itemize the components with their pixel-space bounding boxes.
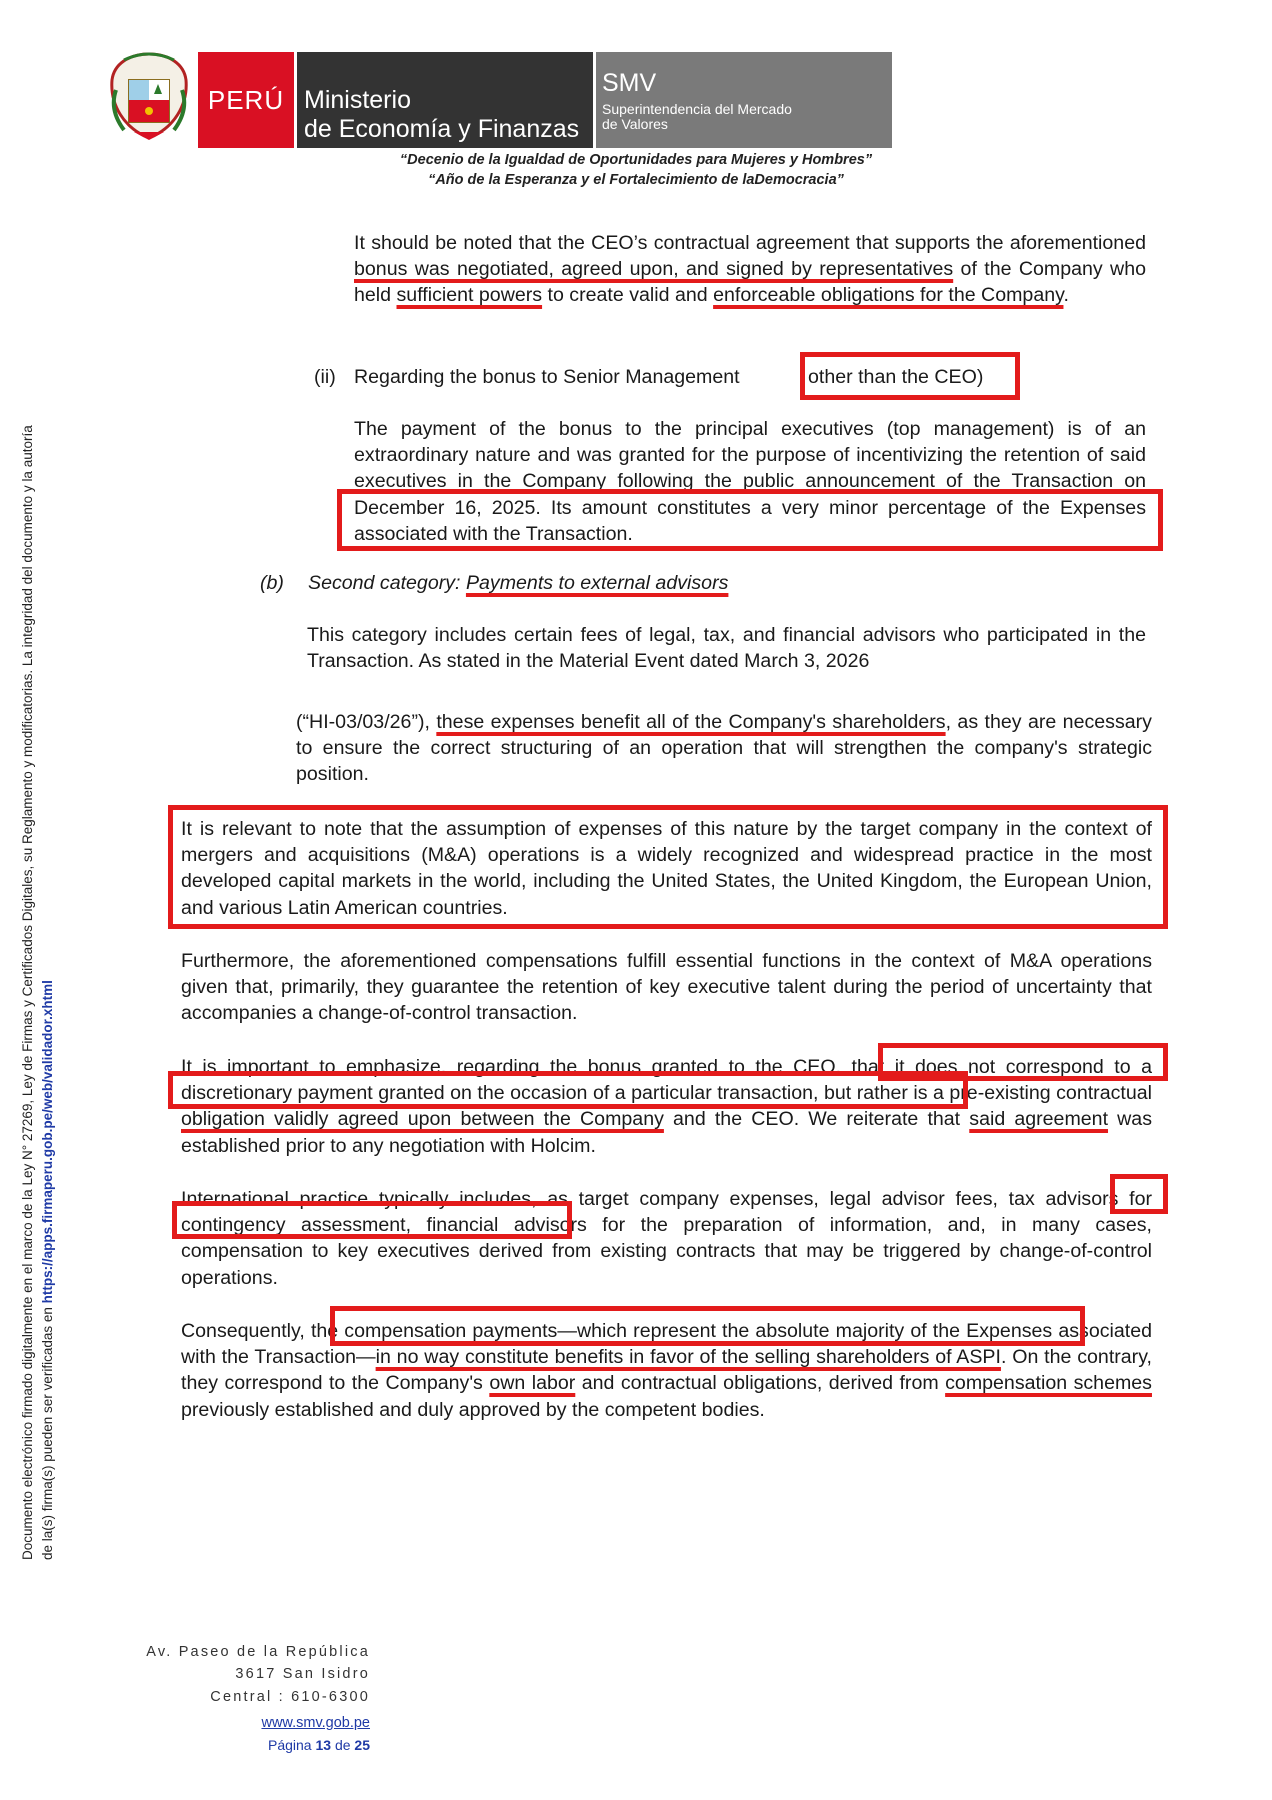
highlight-box-transaction-date bbox=[337, 489, 1163, 551]
item-ii-number: (ii) bbox=[314, 366, 336, 388]
p9-text-e: . On the contrary, they correspond to the Company's bbox=[181, 1346, 1152, 1395]
paragraph-senior-bonus: The payment of the bonus to the principal executives (top management) is of an extraordinary nature and was granted for the purpose of incentivizing the retention of said executives in the Company following the public announcement of the Transaction on December 16, 2025. Its amount constitutes a very minor percentage of the Expenses associated with the Transaction. bbox=[354, 418, 1146, 545]
highlight-box-tax-advisors bbox=[172, 1201, 572, 1239]
page-of: de bbox=[334, 1737, 351, 1753]
side-note-prefix: de la(s) firma(s) pueden ser verificadas en bbox=[40, 1303, 55, 1560]
p7-underline-obligation: obligation validly agreed upon between the Company bbox=[181, 1108, 664, 1131]
p9-underline-own-labor: own labor bbox=[489, 1372, 576, 1395]
paragraph-external-advisors: This category includes certain fees of legal, tax, and financial advisors who participated in the Transaction. As stated in the Material Event dated March 3, 2026 bbox=[307, 624, 1146, 673]
highlight-box-ma-practice bbox=[168, 805, 1168, 929]
p7-text-a: It is important to emphasize, regarding the bonus granted to the CEO, that it does not correspond to a discretionary payment granted on the occasion of a particular transaction, but rather is a pre-existing contractual bbox=[181, 1056, 1152, 1105]
item-b-number: (b) bbox=[260, 572, 284, 594]
p9-text-g: and contractual obligations, derived from bbox=[575, 1372, 946, 1395]
digital-signature-note bbox=[18, 230, 58, 1560]
highlight-box-tax bbox=[1110, 1174, 1168, 1214]
item-b-heading bbox=[308, 570, 868, 596]
p1-underline-bonus: bonus was negotiated, agreed upon, and signed by representatives bbox=[354, 258, 954, 281]
p9-text-c: of the Expenses associated with the Transaction— bbox=[181, 1320, 1152, 1369]
ministry-badge bbox=[297, 52, 593, 148]
p4-underline-shareholders: these expenses benefit all of the Company's shareholders bbox=[436, 711, 946, 733]
p7-text-e: was established prior to any negotiation with Holcim. bbox=[181, 1108, 1152, 1157]
coat-of-arms-icon bbox=[104, 50, 194, 142]
motto-line-1: “Decenio de la Igualdad de Oportunidades para Mujeres y Hombres” bbox=[399, 152, 873, 168]
page-total: 25 bbox=[354, 1737, 370, 1753]
p9-text-i: previously established and duly approved by the competent bodies. bbox=[181, 1398, 765, 1421]
agency-line-2: de Valores bbox=[602, 116, 668, 132]
footer-website-link[interactable]: www.smv.gob.pe bbox=[261, 1715, 370, 1731]
validator-link[interactable]: https://apps.firmaperu.gob.pe/web/validador.xhtml bbox=[40, 980, 55, 1304]
footer-phone: Central : 610-6300 bbox=[210, 1689, 370, 1705]
paragraph-hi-reference bbox=[296, 709, 1152, 788]
p4-text-a: (“HI-03/03/26”), bbox=[296, 711, 437, 733]
paragraph-international-practice: International practice typically includes, as target company expenses, legal advisor fees, tax advisors for contingency assessment, financial advisors for the preparation of information, and, in many cases, compensation to key executives derived from existing contracts that may be triggered by change-of-control operations. bbox=[181, 1188, 1152, 1289]
peru-badge bbox=[198, 52, 294, 148]
agency-title: SMV bbox=[602, 69, 657, 97]
p1-underline-obligations: enforceable obligations for the Company bbox=[713, 284, 1064, 307]
p7-text-c: and the CEO. We reiterate that bbox=[663, 1108, 970, 1131]
p9-underline-schemes: compensation schemes bbox=[945, 1372, 1152, 1395]
side-note-line-1: Documento electrónico firmado digitalmente en el marco de la Ley N° 27269, Ley de Firmas y Certificados Digitales, su Reglamento y modificatorias. La integridad del documento y la autoría bbox=[20, 425, 35, 1560]
paragraph-ma-practice: It is relevant to note that the assumption of expenses of this nature by the target company in the context of mergers and acquisitions (M&A) operations is a widely recognized and widespread practice in the most developed capital markets in the world, including the United States, the United Kingdom, the European Union, and various Latin American countries. bbox=[181, 818, 1152, 919]
highlight-box-discretionary-payment bbox=[168, 1071, 968, 1109]
ministry-line-1: Ministerio bbox=[304, 86, 411, 114]
p1-underline-powers: sufficient powers bbox=[396, 284, 543, 307]
p9-underline-no-benefits: in no way constitute benefits in favor of the selling shareholders of ASPI bbox=[375, 1346, 1001, 1369]
highlight-box-absolute-majority bbox=[330, 1306, 1085, 1346]
footer-address-line-2: 3617 San Isidro bbox=[235, 1666, 370, 1682]
paragraph-compensation-functions: Furthermore, the aforementioned compensations fulfill essential functions in the context of M&A operations given that, primarily, they guarantee the retention of key executive talent during the period of uncertainty that accompanies a change-of-control transaction. bbox=[181, 950, 1152, 1025]
agency-line-1: Superintendencia del Mercado bbox=[602, 101, 792, 117]
p1-text-a: It should be noted that the CEO’s contractual agreement that supports the aforementioned bbox=[354, 232, 1146, 254]
footer-address-line-1: Av. Paseo de la República bbox=[146, 1644, 370, 1660]
page-number: 13 bbox=[315, 1737, 332, 1753]
page-word: Página bbox=[268, 1737, 312, 1753]
item-b-label: Second category: bbox=[308, 572, 466, 594]
country-label: PERÚ bbox=[207, 84, 285, 115]
p9-text-a: Consequently, bbox=[181, 1320, 311, 1342]
motto-line-2: “Año de la Esperanza y el Fortalecimiento de laDemocracia” bbox=[428, 172, 844, 188]
p4-text-c: , as they are necessary to ensure the correct structuring of an operation that will strengthen the company's strategic position. bbox=[296, 711, 1152, 786]
p1-text-e: to create valid and bbox=[542, 284, 714, 307]
item-ii-boxed-text: other than the CEO) bbox=[808, 366, 984, 388]
paragraph-ceo-agreement bbox=[354, 230, 1146, 309]
item-ii-heading: Regarding the bonus to Senior Management bbox=[354, 366, 740, 388]
item-b-title: Payments to external advisors bbox=[465, 572, 729, 594]
p1-text-c: of the Company who held bbox=[354, 258, 1146, 307]
p7-underline-agreement: said agreement bbox=[969, 1108, 1109, 1131]
side-note-line-2 bbox=[38, 230, 58, 1560]
ministry-line-2: de Economía y Finanzas bbox=[304, 115, 580, 143]
page-counter bbox=[200, 1737, 370, 1753]
highlight-box-other-than-ceo bbox=[800, 352, 1020, 400]
p9-boxed-compensation: the compensation payments—which represent the absolute majority bbox=[310, 1320, 905, 1342]
smv-badge bbox=[596, 52, 892, 148]
p1-text-g: . bbox=[1063, 284, 1069, 307]
